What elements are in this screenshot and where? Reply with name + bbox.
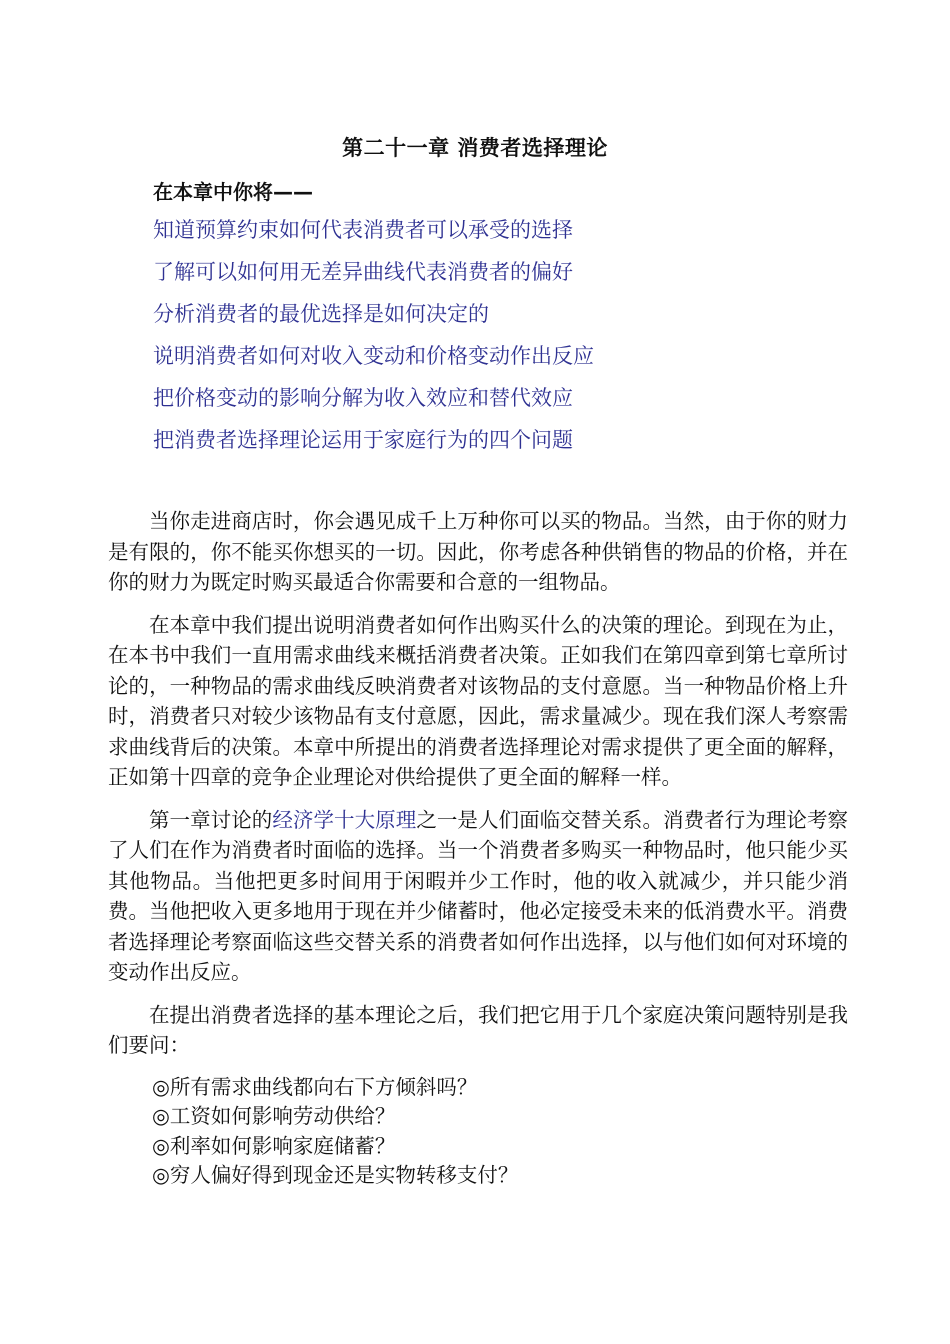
paragraph-3-rest: 之一是人们面临交替关系。消费者行为理论考察了人们在作为消费者时面临的选择。当一个消费者多购买一种物品时，他只能少买其他物品。当他把更多时间用于闲暇并少工作时，他的收入就减少，并只能少消费。当他把收入更多地用于现在并少储蓄时，他必定接受未来的低消费水平。消费者选择理论考察面临这些交替关系的消费者如何作出选择，以与他们如何对环境的变动作出反应。 — [108, 807, 849, 984]
question-item: ◎利率如何影响家庭储蓄？ — [152, 1133, 396, 1158]
objective-item: 把消费者选择理论运用于家庭行为的四个问题 — [153, 428, 573, 452]
ten-principles-link[interactable]: 经济学十大原理 — [272, 807, 417, 832]
paragraph-3 — [108, 805, 848, 988]
objective-item: 知道预算约束如何代表消费者可以承受的选择 — [153, 218, 573, 242]
paragraph-2: 在本章中我们提出说明消费者如何作出购买什么的决策的理论。到现在为止，在本书中我们一直用需求曲线来概括消费者决策。正如我们在第四章到第七章所讨论的，一种物品的需求曲线反映消费者对该物品的支付意愿。当一种物品价格上升时，消费者只对较少该物品有支付意愿，因此，需求量减少。现在我们深人考察需求曲线背后的决策。本章中所提出的消费者选择理论对需求提供了更全面的解释，正如第十四章的竞争企业理论对供给提供了更全面的解释一样。 — [108, 612, 848, 789]
question-item: ◎穷人偏好得到现金还是实物转移支付？ — [152, 1163, 519, 1187]
questions-list — [108, 1073, 848, 1191]
question-item: ◎所有需求曲线都向右下方倾斜吗？ — [152, 1074, 478, 1099]
objective-item: 了解可以如何用无差异曲线代表消费者的偏好 — [153, 260, 573, 284]
chapter-title: 第二十一章 消费者选择理论 — [342, 136, 608, 160]
objective-item: 分析消费者的最优选择是如何决定的 — [153, 302, 489, 326]
objective-item: 说明消费者如何对收入变动和价格变动作出反应 — [153, 344, 594, 368]
objectives-heading: 在本章中你将—— — [153, 180, 313, 204]
body-text — [108, 506, 848, 1191]
question-item: ◎工资如何影响劳动供给？ — [152, 1104, 396, 1128]
objectives-list — [153, 214, 594, 466]
paragraph-3-start: 第一章讨论的 — [149, 807, 273, 832]
paragraph-1: 当你走进商店时，你会遇见成千上万种你可以买的物品。当然，由于你的财力是有限的，你不能买你想买的一切。因此，你考虑各种供销售的物品的价格，并在你的财力为既定时购买最适合你需要和合意的一组物品。 — [108, 509, 848, 594]
objective-item: 把价格变动的影响分解为收入效应和替代效应 — [153, 386, 573, 410]
paragraph-4: 在提出消费者选择的基本理论之后，我们把它用于几个家庭决策问题特别是我们要问： — [108, 1002, 848, 1057]
